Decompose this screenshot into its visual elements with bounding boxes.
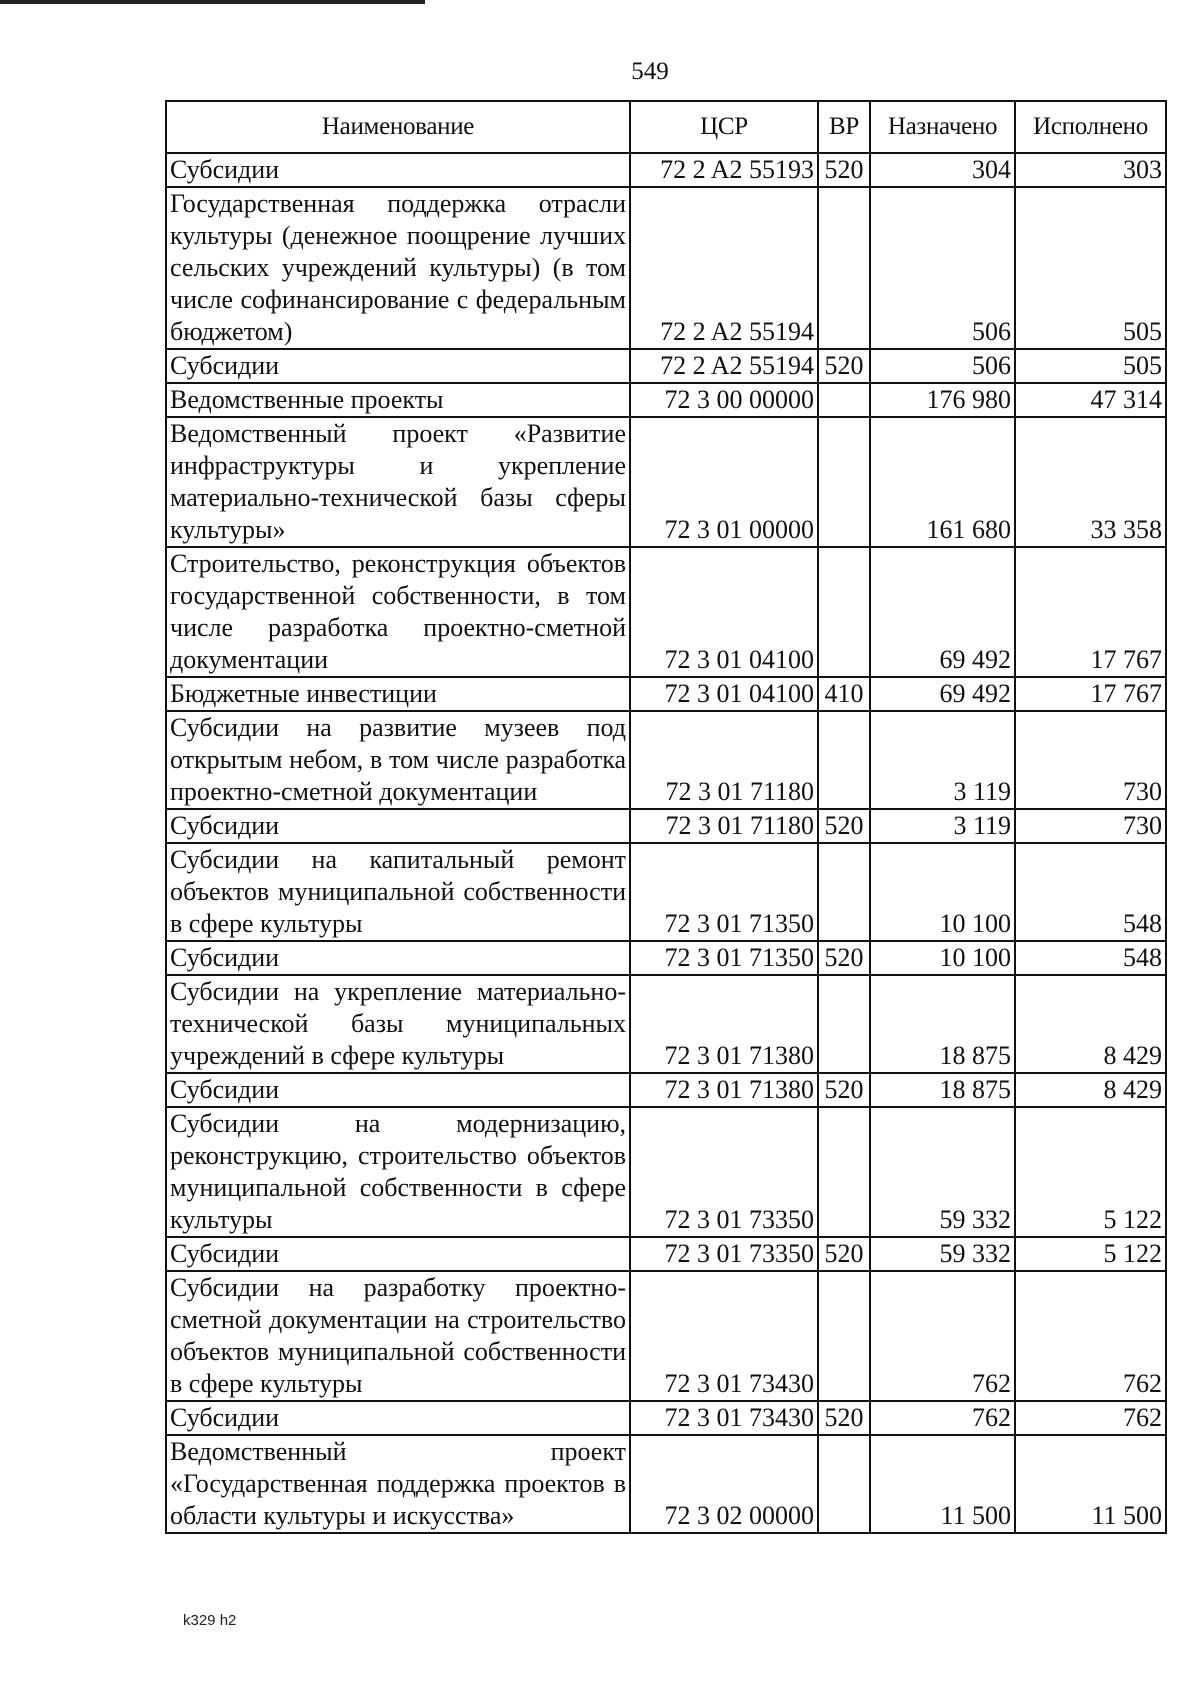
header-row: [166, 101, 1166, 153]
table-row: [166, 417, 1166, 547]
row-name: Субсидии на укрепление материально-технической базы муниципальных учреждений в сфере культуры: [166, 975, 630, 1073]
row-vr-code: [818, 1107, 870, 1237]
row-csr-code: 72 3 01 71180: [630, 711, 818, 809]
row-csr-code: 72 3 01 71380: [630, 1073, 818, 1107]
row-csr-code: 72 3 01 71380: [630, 975, 818, 1073]
row-executed-amount: 5 122: [1015, 1107, 1166, 1237]
footer-code: k329 h2: [183, 1612, 237, 1629]
row-name: Субсидии: [166, 1073, 630, 1107]
row-assigned-amount: 161 680: [870, 417, 1015, 547]
table-row: [166, 187, 1166, 349]
table-body: [166, 153, 1166, 1533]
row-executed-amount: 303: [1015, 153, 1166, 187]
table-row: [166, 349, 1166, 383]
header-vr: ВР: [818, 101, 870, 153]
row-name: Субсидии: [166, 1401, 630, 1435]
row-vr-code: [818, 187, 870, 349]
row-executed-amount: 730: [1015, 809, 1166, 843]
row-executed-amount: 5 122: [1015, 1237, 1166, 1271]
row-csr-code: 72 3 02 00000: [630, 1435, 818, 1533]
row-name: Субсидии: [166, 1237, 630, 1271]
table-row: [166, 711, 1166, 809]
row-vr-code: 520: [818, 349, 870, 383]
row-executed-amount: 762: [1015, 1401, 1166, 1435]
row-assigned-amount: 176 980: [870, 383, 1015, 417]
table-row: [166, 1237, 1166, 1271]
row-vr-code: [818, 1435, 870, 1533]
row-executed-amount: 762: [1015, 1271, 1166, 1401]
row-name: Субсидии на разработку проектно-сметной документации на строительство объектов муниципальной собственности в сфере культуры: [166, 1271, 630, 1401]
row-csr-code: 72 3 01 73350: [630, 1237, 818, 1271]
row-assigned-amount: 3 119: [870, 809, 1015, 843]
row-vr-code: 520: [818, 1237, 870, 1271]
row-vr-code: 520: [818, 1401, 870, 1435]
table-row: [166, 809, 1166, 843]
row-assigned-amount: 69 492: [870, 547, 1015, 677]
table-row: [166, 843, 1166, 941]
row-assigned-amount: 10 100: [870, 941, 1015, 975]
table-row: [166, 975, 1166, 1073]
row-vr-code: 520: [818, 941, 870, 975]
row-executed-amount: 11 500: [1015, 1435, 1166, 1533]
row-vr-code: [818, 843, 870, 941]
table-row: [166, 153, 1166, 187]
row-assigned-amount: 762: [870, 1271, 1015, 1401]
row-assigned-amount: 18 875: [870, 1073, 1015, 1107]
header-csr: ЦСР: [630, 101, 818, 153]
row-name: Государственная поддержка отрасли культуры (денежное поощрение лучших сельских учреждений культуры) (в том числе софинансирование с федеральным бюджетом): [166, 187, 630, 349]
row-executed-amount: 548: [1015, 941, 1166, 975]
row-assigned-amount: 762: [870, 1401, 1015, 1435]
table-row: [166, 1107, 1166, 1237]
row-name: Субсидии: [166, 809, 630, 843]
row-csr-code: 72 3 01 71350: [630, 843, 818, 941]
table-row: [166, 941, 1166, 975]
table-row: [166, 383, 1166, 417]
table-row: [166, 677, 1166, 711]
row-csr-code: 72 2 A2 55194: [630, 187, 818, 349]
row-name: Бюджетные инвестиции: [166, 677, 630, 711]
row-executed-amount: 548: [1015, 843, 1166, 941]
row-csr-code: 72 3 01 73350: [630, 1107, 818, 1237]
row-vr-code: [818, 1271, 870, 1401]
row-name: Субсидии на капитальный ремонт объектов муниципальной собственности в сфере культуры: [166, 843, 630, 941]
table-row: [166, 1271, 1166, 1401]
row-executed-amount: 505: [1015, 349, 1166, 383]
row-vr-code: 520: [818, 809, 870, 843]
table-row: [166, 547, 1166, 677]
row-name: Ведомственный проект «Государственная поддержка проектов в области культуры и искусства»: [166, 1435, 630, 1533]
row-assigned-amount: 18 875: [870, 975, 1015, 1073]
table-row: [166, 1401, 1166, 1435]
row-executed-amount: 17 767: [1015, 547, 1166, 677]
row-csr-code: 72 2 A2 55194: [630, 349, 818, 383]
row-csr-code: 72 3 01 73430: [630, 1271, 818, 1401]
header-name: Наименование: [166, 101, 630, 153]
header-executed: Исполнено: [1015, 101, 1166, 153]
row-assigned-amount: 69 492: [870, 677, 1015, 711]
row-executed-amount: 8 429: [1015, 975, 1166, 1073]
row-executed-amount: 17 767: [1015, 677, 1166, 711]
row-assigned-amount: 10 100: [870, 843, 1015, 941]
row-name: Ведомственные проекты: [166, 383, 630, 417]
row-name: Субсидии на развитие музеев под открытым небом, в том числе разработка проектно-сметной документации: [166, 711, 630, 809]
row-executed-amount: 8 429: [1015, 1073, 1166, 1107]
row-name: Субсидии на модернизацию, реконструкцию, строительство объектов муниципальной собственности в сфере культуры: [166, 1107, 630, 1237]
page-number: 549: [631, 58, 669, 85]
row-csr-code: 72 3 00 00000: [630, 383, 818, 417]
row-executed-amount: 33 358: [1015, 417, 1166, 547]
row-csr-code: 72 3 01 71350: [630, 941, 818, 975]
row-vr-code: 520: [818, 1073, 870, 1107]
row-vr-code: [818, 711, 870, 809]
row-csr-code: 72 2 A2 55193: [630, 153, 818, 187]
row-assigned-amount: 11 500: [870, 1435, 1015, 1533]
table-row: [166, 1073, 1166, 1107]
row-csr-code: 72 3 01 04100: [630, 547, 818, 677]
row-name: Субсидии: [166, 349, 630, 383]
row-vr-code: [818, 417, 870, 547]
row-executed-amount: 47 314: [1015, 383, 1166, 417]
row-name: Ведомственный проект «Развитие инфраструктуры и укрепление материально-технической базы сферы культуры»: [166, 417, 630, 547]
row-vr-code: 520: [818, 153, 870, 187]
row-assigned-amount: 59 332: [870, 1237, 1015, 1271]
row-assigned-amount: 506: [870, 349, 1015, 383]
row-assigned-amount: 506: [870, 187, 1015, 349]
top-rule: [0, 0, 425, 4]
row-executed-amount: 730: [1015, 711, 1166, 809]
header-assigned: Назначено: [870, 101, 1015, 153]
row-name: Строительство, реконструкция объектов государственной собственности, в том числе разработка проектно-сметной документации: [166, 547, 630, 677]
row-assigned-amount: 304: [870, 153, 1015, 187]
row-name: Субсидии: [166, 153, 630, 187]
row-csr-code: 72 3 01 73430: [630, 1401, 818, 1435]
row-executed-amount: 505: [1015, 187, 1166, 349]
row-csr-code: 72 3 01 04100: [630, 677, 818, 711]
row-csr-code: 72 3 01 71180: [630, 809, 818, 843]
budget-table: [165, 100, 1167, 1534]
row-csr-code: 72 3 01 00000: [630, 417, 818, 547]
row-assigned-amount: 59 332: [870, 1107, 1015, 1237]
row-vr-code: 410: [818, 677, 870, 711]
table-row: [166, 1435, 1166, 1533]
row-vr-code: [818, 547, 870, 677]
row-name: Субсидии: [166, 941, 630, 975]
row-vr-code: [818, 383, 870, 417]
row-assigned-amount: 3 119: [870, 711, 1015, 809]
row-vr-code: [818, 975, 870, 1073]
